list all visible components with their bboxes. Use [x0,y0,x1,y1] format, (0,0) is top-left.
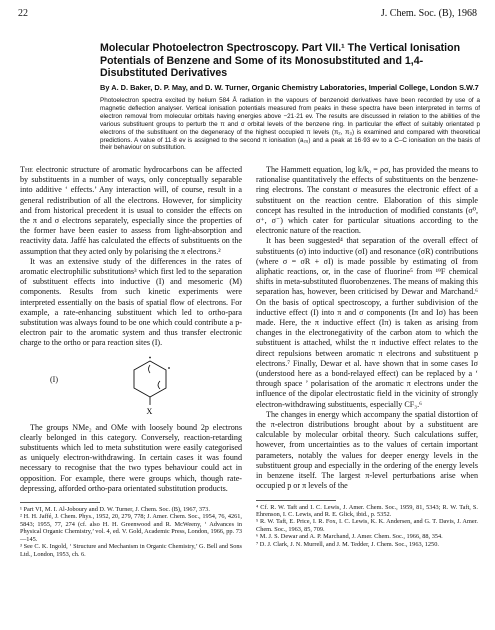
abstract: Photoelectron spectra excited by helium 584 Å radiation in the vapours of benzenoid derivatives have been recorded by use of a magnetic deflection analyser. Vertical ionisation potentials measured from peaks in these spectra have been interpreted in terms of electron removal from molecular orbitals having energies above −21·21 ev. The results are discussed in relation to the abilities of the various substituent groups to perturb the π and σ orbital levels of the benzene ring. In particular the effect of suitably orientated p electrons of the substituent on the degeneracy of the highest occupied π levels (π₂, π₃) is examined and compared with theoretical predictions. A value of 11·8 ev is assigned to the second π ionisation (a₂ᵤ) and a peak at 16·93 ev to a C–C ionisation on the basis of their behaviour on substitution. [100,97,480,152]
footnote-divider [256,500,336,501]
substituent-label: X [146,406,153,416]
benzene-ring-icon [120,355,180,417]
paragraph-intro [20,165,242,257]
footnotes-left [20,506,242,558]
intro-word: The [20,165,33,174]
footnote: ⁶ M. J. S. Dewar and A. P. Marchand, J. Amer. Chem. Soc., 1966, 88, 354. [256,533,443,541]
footnote: ³ See C. K. Ingold, ‘ Structure and Mechanism in Organic Chemistry,’ G. Bell and Sons Ltd., London, 1953, ch. 6. [20,543,242,558]
paragraph-separation: It has been suggested⁴ that separation of the overall effect of substituents (σ) into inductive (σI) and resonance (σR) contributions (where σ = σR + σI) is made possible by estimating σI from aliphatic reactions, or, in the case of fluorine⁵ from ¹⁹F chemical shifts in meta-substituted fluorobenzenes. The means of making this separation has, however, been criticised by Dewar and Marchand.⁶ On the basis of optical spectroscopy, a further subdivision of the inductive effect (I) into π and σ components (Iπ and Iσ) has been made. Here, the π inductive effect (Iπ) is taken as arising from changes in the electronegativity of the carbon atom to which the substituent is attached, whilst the π inductive effect relates to the direct repulsions between aromatic π electrons and substituent p electrons.⁷ Finally, Dewar et al. have shown that in some cases Iσ (understood here as a bond-relayed effect) can be replaced by a ‘ through space ’ polarisation of the aromatic π electrons under the influence of the dipolar electrostatic field in the vicinity of strongly electron-withdrawing substituents, especially CF₃.⁶ [256,236,478,409]
left-column [20,165,242,558]
paragraph-hammett: The Hammett equation, log k/k₀ = ρσ, has provided the means to rationalise quantitatively the effects of substituents on the benzene-ring electrons. The constant σ measures the electronic effect of a substituent on the reaction centre. Elaboration of this simple concept has resulted in the introduction of modified constants (σ⁰, σ⁺, σ⁻) which cater for particular situations according to the electronic nature of the reaction. [256,165,478,236]
footnote: ⁵ R. W. Taft, E. Price, I. R. Fox, I. C. Lewis, K. K. Andersen, and G. T. Davis, J. Amer. Chem. Soc., 1963, 85, 709. [256,518,478,533]
journal-reference: J. Chem. Soc. (B), 1968 [380,8,477,19]
footnote: ¹ Part VI, M. I. Al-Joboury and D. W. Turner, J. Chem. Soc. (B), 1967, 373. [20,506,210,514]
article-title: Molecular Photoelectron Spectroscopy. Part VII.¹ The Vertical Ionisation Potentials of Benzene and Some of its Monosubstituted and 1,4-Disubstituted Derivatives [100,42,461,79]
paragraph-3: The groups NMe₂ and OMe with loosely bound 2p electrons clearly belonged in this category. Conversely, reaction-retarding substituents which led to meta substitution were easily categorised as uniquely electron-withdrawing. In certain cases it was found necessary to recognise that the two types behaviour could act in opposition. For example, there were groups which, though rate-depressing, afforded ortho-para orientated substitution products. [20,422,242,493]
footnote: ⁴ Cf. R. W. Taft and I. C. Lewis, J. Amer. Chem. Soc., 1959, 81, 5343; R. W. Taft, S. Ehrenson, I. C. Lewis, and R. E. Glick, ibid., p. 5352. [256,503,478,518]
footnote: ⁷ D. J. Clark, J. N. Murrell, and J. M. Tedder, J. Chem. Soc., 1963, 1250. [256,540,439,548]
footnote-divider [20,502,100,503]
footnote: ² H. H. Jaffé, J. Chem. Phys., 1952, 20, 279, 778; J. Amer. Chem. Soc., 1954, 76, 4261, 5843; 1955, 77, 274 (cf. also H. H. Greenwood and R. McWeeny, ‘ Advances in Physical Organic Chemistry,’ vol. 4, ed. V. Gold, Academic Press, London, 1966, pp. 73—145. [20,513,242,543]
intro-text: electronic structure of aromatic hydrocarbons can be affected by substituents in a number of ways, only conceptually separable into additive ‘ effects.’ Any interaction will, of course, result in a general redistribution of all the electrons. However, for simplicity and from historical precedent it is usual to consider the effects on the π and σ electrons separately, especially since the properties of the former have been easier to assess from light-absorption and reactivity data. Jaffé has calculated the effects of substituents on the assumption that they acted only by polarising the π electrons.² [20,165,242,256]
paragraph-2: It was an extensive study of the differences in the rates of aromatic electrophilic substitutions³ which first led to the separation of substituent effects into inductive (I) and mesomeric (M) components. Results from such kinetic experiments were interpreted essentially on the basis of spatial flow of electrons. For example, a rate-enhancing substituent which led to ortho-para substitution was always found to be one which could contribute a p-electron pair to the aromatic system and thus transfer electronic charge to the ortho or para reaction sites (I). [20,256,242,348]
paragraph-energy: The changes in energy which accompany the spatial distortion of the π-electron distributions brought about by a substituent are calculable by molecular orbital theory. Such calculations suffer, however, from uncertainties as to the values of certain important parameters, notably the values for deeper energy levels in the substituent group and especially in the ordering of the energy levels in benzene itself. The largest π-level perturbations arise when occupied p or π levels of the [256,409,478,491]
author-line: By A. D. Baker, D. P. May, and D. W. Turner, Organic Chemistry Laboratories, Imperial College, London S.W.7 [100,83,479,92]
right-column [256,165,478,548]
structure-label: (I) [50,374,58,384]
running-header [18,8,477,20]
footnotes-right [256,504,478,548]
structure-diagram [20,355,242,417]
page-number: 22 [18,8,28,19]
